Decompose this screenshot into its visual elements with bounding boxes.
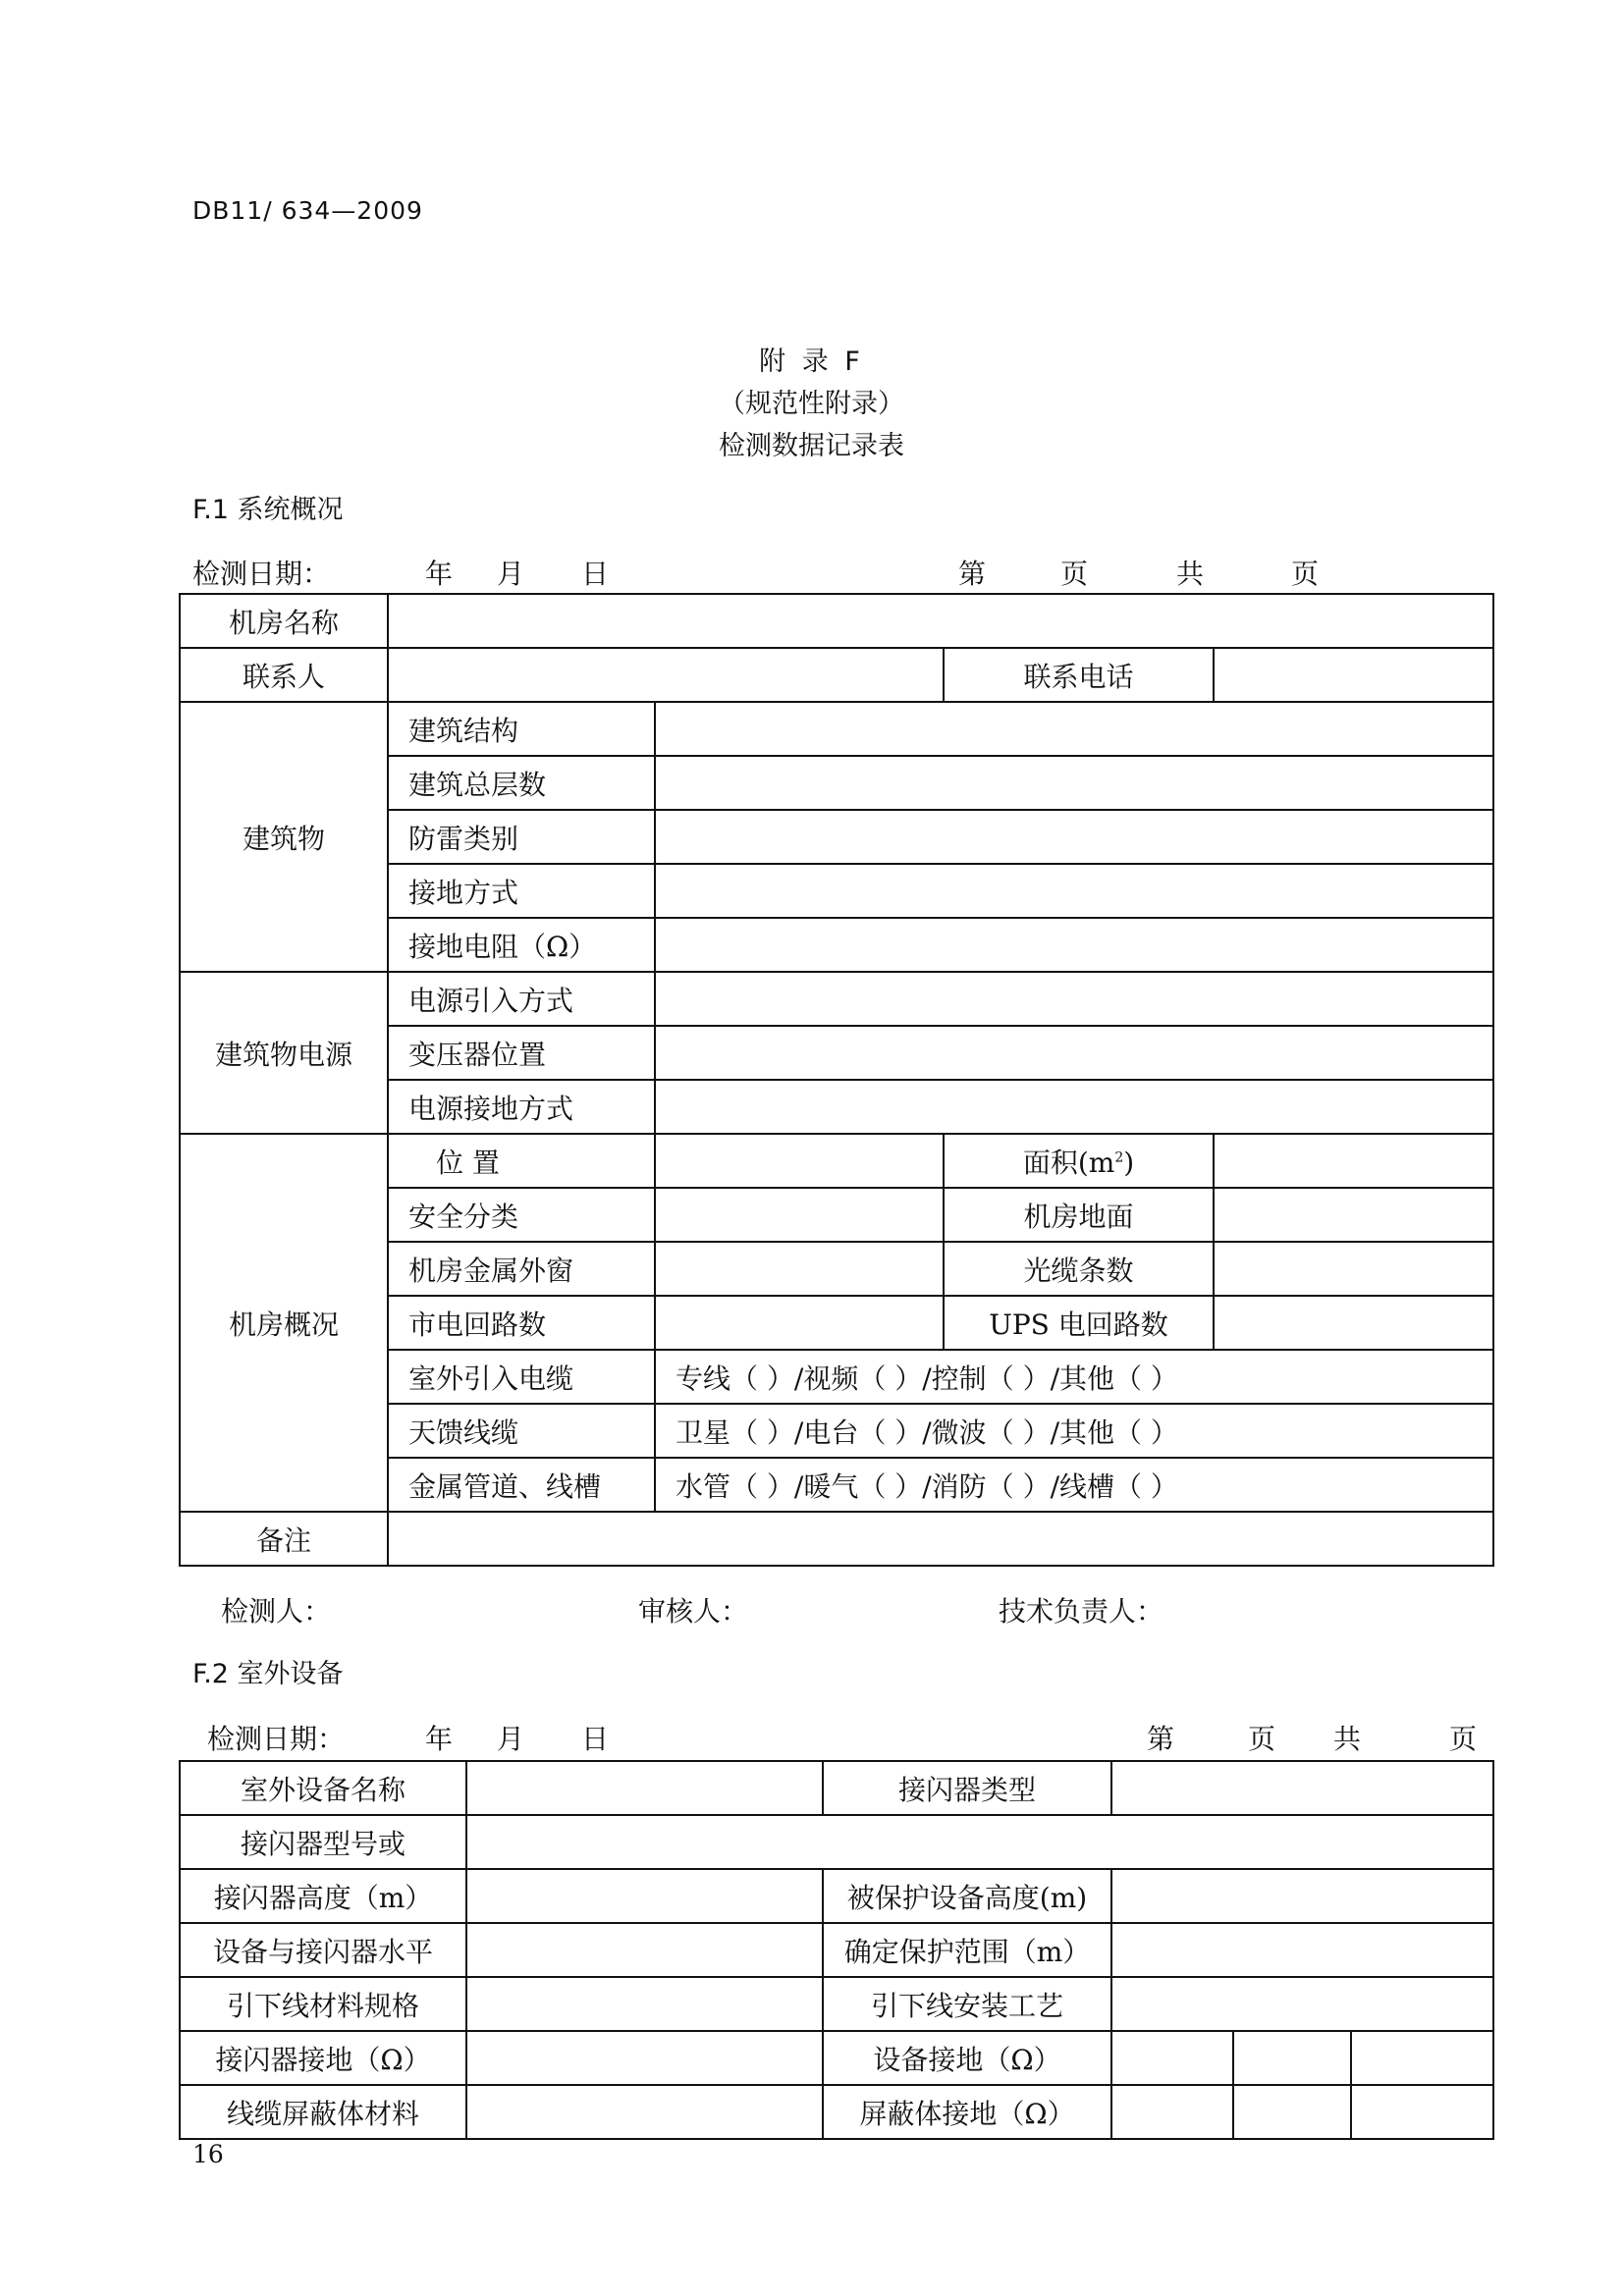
building-label: 建筑物 — [180, 702, 388, 972]
shield-material-value[interactable] — [466, 2085, 823, 2139]
remarks-value[interactable] — [388, 1512, 1493, 1566]
equip-ground-value-2[interactable] — [1233, 2031, 1351, 2085]
equip-ground-value-3[interactable] — [1351, 2031, 1493, 2085]
appendix-subtitle: （规范性附录） — [719, 389, 904, 419]
remarks-label: 备注 — [180, 1512, 388, 1566]
protect-range-label: 确定保护范围（m） — [823, 1923, 1111, 1977]
fiber-count-label: 光缆条数 — [944, 1242, 1214, 1296]
contact-value[interactable] — [388, 648, 944, 702]
power-row-value[interactable] — [655, 972, 1493, 1026]
equip-ground-label: 设备接地（Ω） — [823, 2031, 1111, 2085]
f2-year: 年 — [425, 1723, 454, 1755]
room-floor-value[interactable] — [1214, 1188, 1493, 1242]
downlead-install-value[interactable] — [1111, 1977, 1493, 2031]
f1-year: 年 — [425, 558, 454, 590]
outdoor-cable-label: 室外引入电缆 — [388, 1350, 655, 1404]
section-f2-heading: F.2 室外设备 — [192, 1659, 344, 1689]
room-overview-label: 机房概况 — [180, 1134, 388, 1512]
terminal-ground-label: 接闪器接地（Ω） — [180, 2031, 466, 2085]
room-floor-label: 机房地面 — [944, 1188, 1214, 1242]
feeder-label: 天馈线缆 — [388, 1404, 655, 1458]
f2-outdoor-table — [179, 1760, 1494, 2140]
security-label: 安全分类 — [388, 1188, 655, 1242]
terminal-type-label: 接闪器类型 — [823, 1761, 1111, 1815]
f2-month: 月 — [497, 1723, 525, 1755]
building-row-value[interactable] — [655, 864, 1493, 918]
outdoor-cable-options[interactable]: 专线（ ）/视频（ ）/控制（ ）/其他（ ） — [655, 1350, 1493, 1404]
f1-page-gong: 共 — [1176, 558, 1205, 590]
power-row-label: 变压器位置 — [388, 1026, 655, 1080]
security-value[interactable] — [655, 1188, 944, 1242]
mains-circuits-label: 市电回路数 — [388, 1296, 655, 1350]
metal-pipe-label: 金属管道、线槽 — [388, 1458, 655, 1512]
fiber-count-value[interactable] — [1214, 1242, 1493, 1296]
contact-phone-value[interactable] — [1214, 648, 1493, 702]
f2-page-gong: 共 — [1333, 1723, 1362, 1755]
horizontal-value[interactable] — [466, 1923, 823, 1977]
section-f1-heading: F.1 系统概况 — [192, 495, 344, 525]
terminal-height-label: 接闪器高度（m） — [180, 1869, 466, 1923]
building-row-label: 建筑结构 — [388, 702, 655, 756]
downlead-spec-label: 引下线材料规格 — [180, 1977, 466, 2031]
building-row-label: 接地电阻（Ω） — [388, 918, 655, 972]
area-label: 面积$(m^2)$ — [944, 1134, 1214, 1188]
f1-month: 月 — [497, 558, 525, 590]
horizontal-label: 设备与接闪器水平 — [180, 1923, 466, 1977]
appendix-title: 附 录 F — [759, 347, 864, 377]
building-row-value[interactable] — [655, 756, 1493, 810]
power-row-value[interactable] — [655, 1026, 1493, 1080]
equip-ground-value-1[interactable] — [1111, 2031, 1233, 2085]
f2-page-ye: 页 — [1248, 1723, 1276, 1755]
equip-name-value[interactable] — [466, 1761, 823, 1815]
appendix-name: 检测数据记录表 — [719, 431, 904, 461]
protected-height-label: 被保护设备高度(m) — [823, 1869, 1111, 1923]
terminal-height-value[interactable] — [466, 1869, 823, 1923]
position-label: 位 置 — [388, 1134, 655, 1188]
f1-day: 日 — [581, 558, 610, 590]
building-row-label: 建筑总层数 — [388, 756, 655, 810]
equip-name-label: 室外设备名称 — [180, 1761, 466, 1815]
terminal-model-value[interactable] — [466, 1815, 1493, 1869]
position-value[interactable] — [655, 1134, 944, 1188]
building-row-value[interactable] — [655, 810, 1493, 864]
terminal-type-value[interactable] — [1111, 1761, 1493, 1815]
terminal-ground-value[interactable] — [466, 2031, 823, 2085]
f1-page-ye2: 页 — [1291, 558, 1320, 590]
f2-page-ye2: 页 — [1449, 1723, 1478, 1755]
tech-lead-label: 技术负责人： — [999, 1595, 1164, 1628]
metal-window-value[interactable] — [655, 1242, 944, 1296]
metal-pipe-options[interactable]: 水管（ ）/暖气（ ）/消防（ ）/线槽（ ） — [655, 1458, 1493, 1512]
downlead-install-label: 引下线安装工艺 — [823, 1977, 1111, 2031]
protected-height-value[interactable] — [1111, 1869, 1493, 1923]
room-name-value[interactable] — [388, 594, 1493, 648]
room-name-label: 机房名称 — [180, 594, 388, 648]
f1-system-table — [179, 593, 1494, 1567]
shield-material-label: 线缆屏蔽体材料 — [180, 2085, 466, 2139]
shield-ground-value-3[interactable] — [1351, 2085, 1493, 2139]
building-row-label: 接地方式 — [388, 864, 655, 918]
power-row-value[interactable] — [655, 1080, 1493, 1134]
shield-ground-value-2[interactable] — [1233, 2085, 1351, 2139]
power-row-label: 电源接地方式 — [388, 1080, 655, 1134]
metal-window-label: 机房金属外窗 — [388, 1242, 655, 1296]
feeder-options[interactable]: 卫星（ ）/电台（ ）/微波（ ）/其他（ ） — [655, 1404, 1493, 1458]
f2-date-label: 检测日期： — [207, 1723, 346, 1755]
downlead-spec-value[interactable] — [466, 1977, 823, 2031]
building-row-label: 防雷类别 — [388, 810, 655, 864]
contact-phone-label: 联系电话 — [944, 648, 1214, 702]
shield-ground-value-1[interactable] — [1111, 2085, 1233, 2139]
doc-code: DB11/ 634—2009 — [192, 196, 423, 225]
area-value[interactable] — [1214, 1134, 1493, 1188]
page-number: 16 — [192, 2140, 224, 2168]
inspector-label: 检测人： — [221, 1595, 332, 1628]
reviewer-label: 审核人： — [638, 1595, 749, 1628]
terminal-model-label: 接闪器型号或 — [180, 1815, 466, 1869]
power-label: 建筑物电源 — [180, 972, 388, 1134]
f1-page-di: 第 — [958, 558, 987, 590]
f1-date-label: 检测日期： — [192, 558, 331, 590]
mains-circuits-value[interactable] — [655, 1296, 944, 1350]
f2-day: 日 — [581, 1723, 610, 1755]
f1-page-ye: 页 — [1060, 558, 1089, 590]
ups-circuits-label: UPS 电回路数 — [944, 1296, 1214, 1350]
building-row-value[interactable] — [655, 918, 1493, 972]
power-row-label: 电源引入方式 — [388, 972, 655, 1026]
ups-circuits-value[interactable] — [1214, 1296, 1493, 1350]
shield-ground-label: 屏蔽体接地（Ω） — [823, 2085, 1111, 2139]
building-row-value[interactable] — [655, 702, 1493, 756]
contact-label: 联系人 — [180, 648, 388, 702]
f2-page-di: 第 — [1147, 1723, 1175, 1755]
protect-range-value[interactable] — [1111, 1923, 1493, 1977]
